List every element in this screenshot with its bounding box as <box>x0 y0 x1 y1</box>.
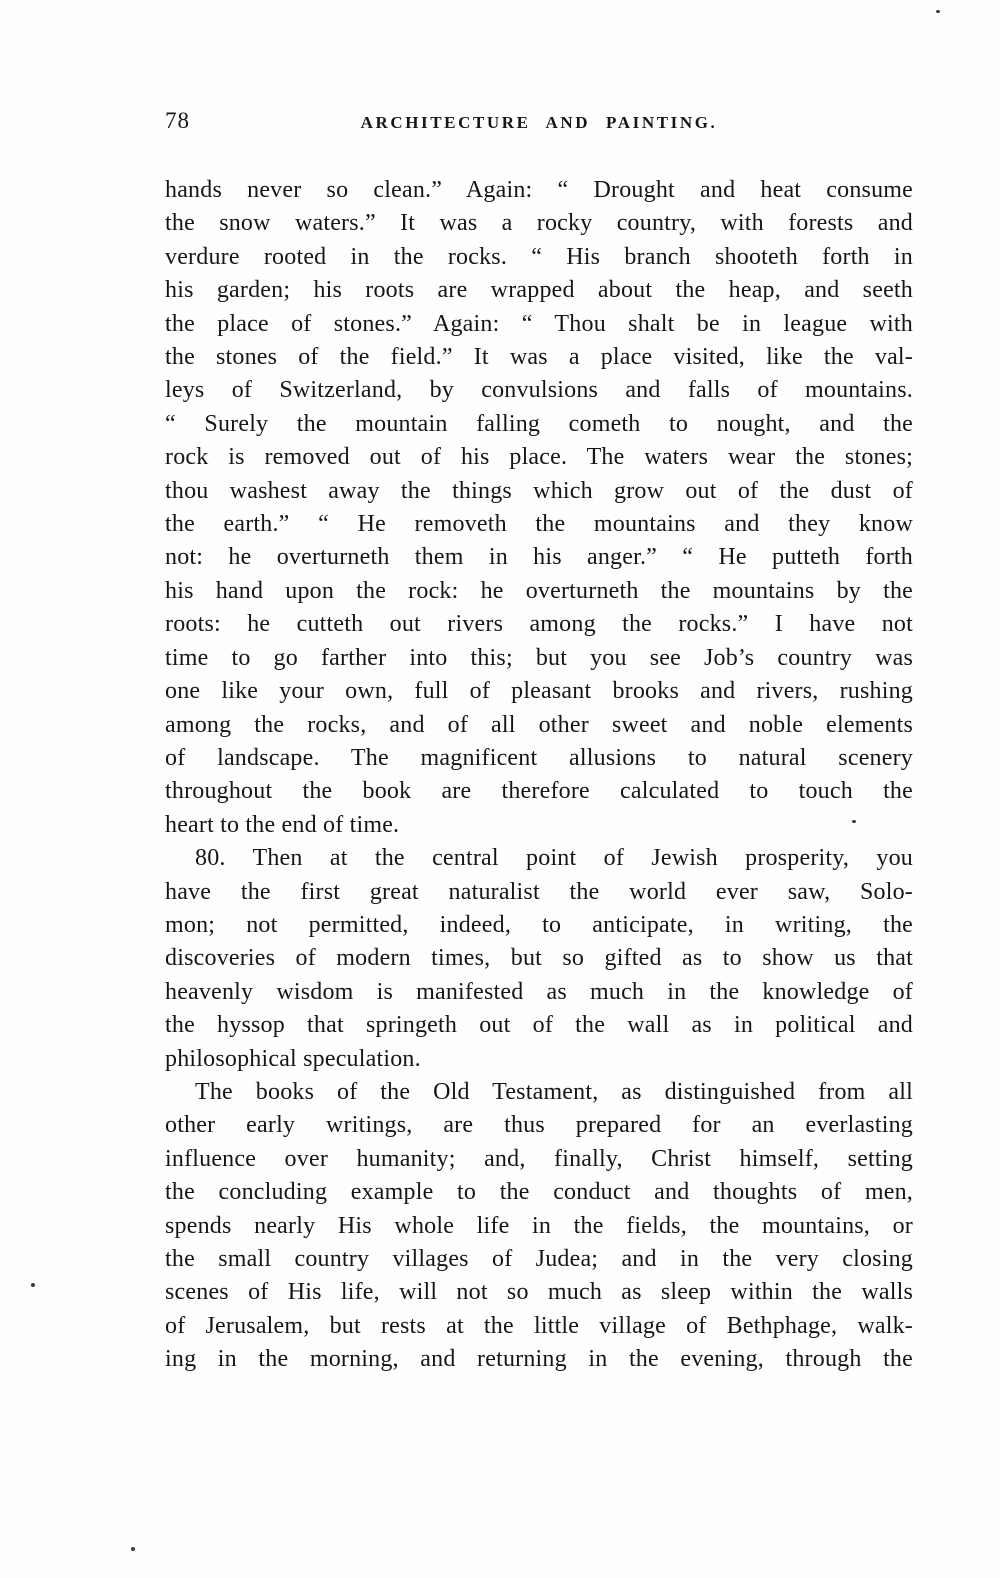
scan-speck <box>936 10 940 13</box>
running-header-title: ARCHITECTURE AND PAINTING. <box>360 113 718 132</box>
body-line-paragraph-end: philosophical speculation. <box>165 1045 421 1072</box>
scan-speck <box>852 820 856 823</box>
body-line: other early writings, are thus prepared for an everlasting <box>165 1112 913 1139</box>
body-line: discoveries of modern times, but so gifted as to show us that <box>165 945 913 972</box>
body-line: scenes of His life, will not so much as sleep within the walls <box>165 1279 913 1306</box>
body-line: the hyssop that springeth out of the wall as in political and <box>165 1012 913 1039</box>
body-line: mon; not permitted, indeed, to anticipate, in writing, the <box>165 911 913 938</box>
body-line-paragraph-start: The books of the Old Testament, as distinguished from all <box>195 1078 913 1105</box>
body-line: the earth.” “ He removeth the mountains and they know <box>165 511 913 538</box>
body-line-paragraph-end: heart to the end of time. <box>165 811 400 838</box>
body-line: the small country villages of Judea; and in the very closing <box>165 1246 913 1272</box>
body-line: his hand upon the rock: he overturneth the mountains by the <box>165 577 913 604</box>
body-line: the stones of the field.” It was a place visited, like the val- <box>165 344 913 371</box>
body-line: among the rocks, and of all other sweet and noble elements <box>165 711 913 738</box>
body-line: rock is removed out of his place. The waters wear the stones; <box>165 444 913 471</box>
body-line: “ Surely the mountain falling cometh to nought, and the <box>165 410 913 437</box>
body-line: influence over humanity; and, finally, Christ himself, setting <box>165 1145 913 1172</box>
body-line: the concluding example to the conduct and thoughts of men, <box>165 1179 913 1206</box>
body-line: have the first great naturalist the world ever saw, Solo- <box>165 878 913 905</box>
body-line: throughout the book are therefore calculated to touch the <box>165 778 913 805</box>
body-line: not: he overturneth them in his anger.” “ He putteth forth <box>165 544 913 571</box>
body-line: of landscape. The magnificent allusions to natural scenery <box>165 744 913 771</box>
body-line: of Jerusalem, but rests at the little village of Bethphage, walk- <box>165 1312 913 1339</box>
body-line-paragraph-start: 80. Then at the central point of Jewish prosperity, you <box>195 845 913 872</box>
body-line: ing in the morning, and returning in the evening, through the <box>165 1346 913 1373</box>
body-line: leys of Switzerland, by convulsions and falls of mountains. <box>165 377 913 404</box>
body-line: heavenly wisdom is manifested as much in the knowledge of <box>165 978 913 1005</box>
body-line: roots: he cutteth out rivers among the rocks.” I have not <box>165 611 913 638</box>
page-number: 78 <box>165 108 190 133</box>
body-line: the snow waters.” It was a rocky country, with forests and <box>165 210 913 237</box>
body-line: thou washest away the things which grow out of the dust of <box>165 477 913 504</box>
body-line: time to go farther into this; but you see Job’s country was <box>165 644 913 671</box>
body-line: hands never so clean.” Again: “ Drought and heat consume <box>165 177 913 203</box>
body-text <box>165 174 913 1377</box>
page-header <box>165 106 913 138</box>
body-line: one like your own, full of pleasant brooks and rivers, rushing <box>165 678 913 705</box>
scan-speck <box>31 1283 35 1287</box>
scan-speck <box>131 1547 135 1551</box>
body-line: the place of stones.” Again: “ Thou shalt be in league with <box>165 310 913 337</box>
body-line: his garden; his roots are wrapped about the heap, and seeth <box>165 277 913 304</box>
body-line: spends nearly His whole life in the fields, the mountains, or <box>165 1212 913 1239</box>
body-line: verdure rooted in the rocks. “ His branch shooteth forth in <box>165 243 913 270</box>
